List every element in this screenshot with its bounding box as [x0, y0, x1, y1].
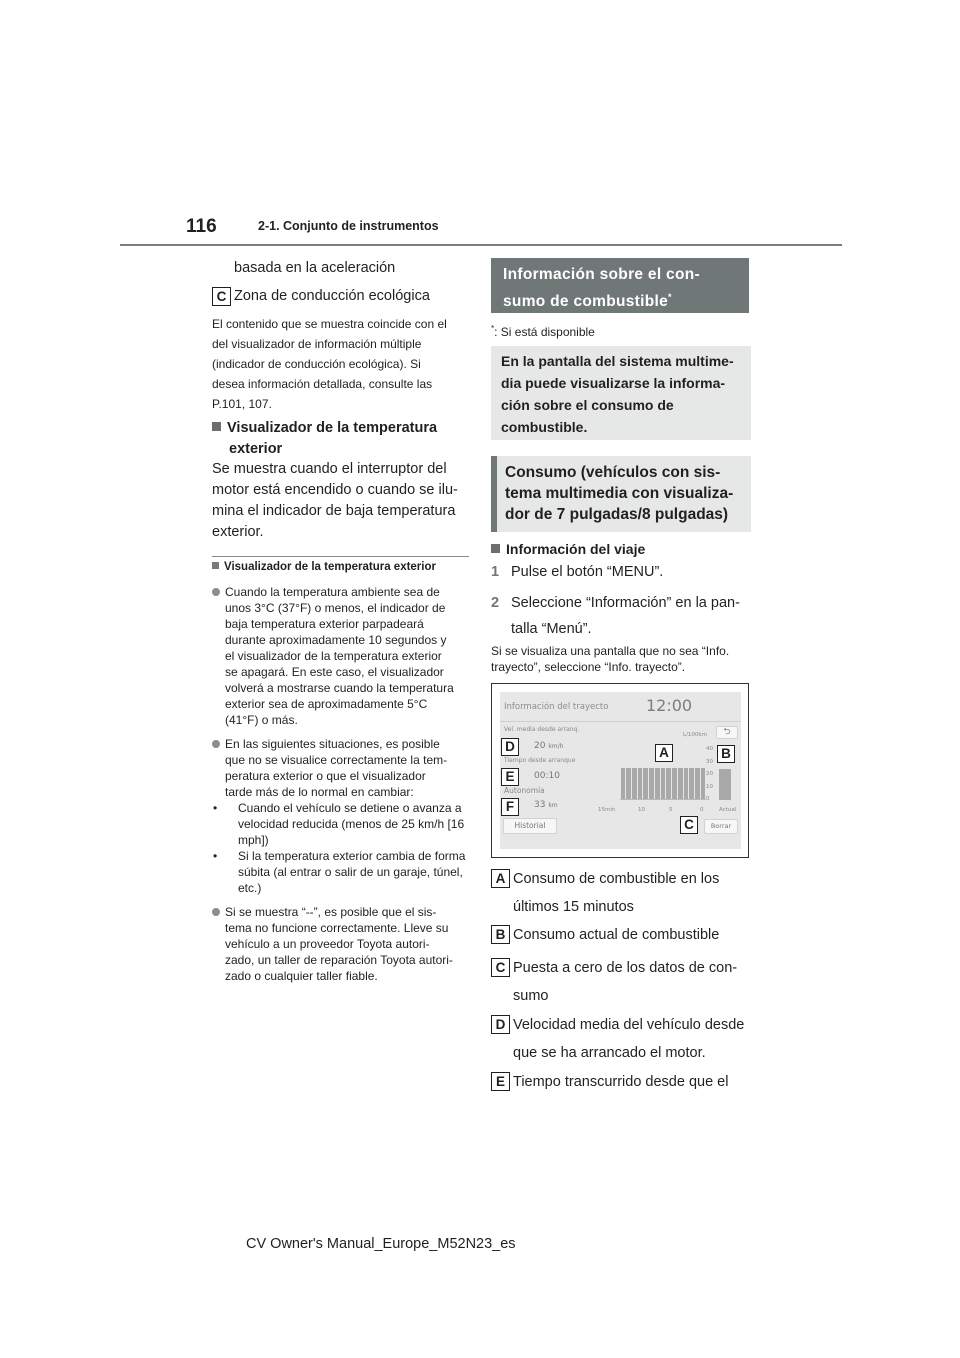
paragraph-line: desea información detallada, consulte las — [212, 377, 433, 391]
history-bar — [695, 768, 700, 799]
page-number: 116 — [186, 216, 217, 237]
note-bullet-3 — [212, 904, 470, 984]
legend-line: últimos 15 minutos — [513, 899, 634, 915]
legend-line: Velocidad media del vehículo desde — [513, 1017, 745, 1033]
legend-text-c: Zona de conducción ecológica — [234, 288, 430, 304]
bullet-line: (41°F) o más. — [225, 713, 298, 727]
callout-c: C — [680, 816, 698, 834]
note-square-icon — [212, 562, 219, 569]
clear-button[interactable]: Borrar — [704, 819, 738, 834]
y-tick-label: 0 — [706, 796, 710, 802]
legend-line: Consumo actual de combustible — [513, 927, 720, 943]
trip-info-screen — [500, 692, 741, 849]
bullet-line: unos 3°C (37°F) o menos, el indicador de — [225, 601, 446, 615]
history-bar — [672, 768, 677, 799]
legend-line: Tiempo transcurrido desde que el — [513, 1074, 729, 1090]
x-tick-label: 5 — [669, 807, 673, 813]
letter-box-a: A — [491, 869, 510, 888]
temp-display-paragraph — [212, 459, 472, 543]
history-bar — [684, 768, 689, 799]
section-title: 2-1. Conjunto de instrumentos — [258, 219, 439, 233]
current-label: Actual — [719, 807, 737, 813]
screen-divider — [500, 721, 741, 722]
dash-item-1 — [212, 800, 470, 848]
dash-line: súbita (al entrar o salir de un garaje, túnel, — [238, 865, 463, 879]
bullet-line: Si se muestra “--”, es posible que el sis- — [225, 905, 437, 919]
y-tick-label: 40 — [706, 746, 713, 752]
dash-mark: • — [213, 849, 218, 863]
x-tick-label: 0 — [700, 807, 704, 813]
bullet-line: baja temperatura exterior parpadeará — [225, 617, 424, 631]
paragraph-line: motor está encendido o cuando se ilu- — [212, 482, 458, 498]
step-text: talla “Menú”. — [511, 621, 592, 637]
avg-speed-label: Vel. media desde arranq. — [504, 726, 580, 733]
legend-line: Puesta a cero de los datos de con- — [513, 960, 738, 976]
bullet-line: zado o cualquier taller fiable. — [225, 969, 378, 983]
step-note-line: Si se visualiza una pantalla que no sea “Info. — [491, 644, 730, 658]
footnote — [491, 324, 595, 339]
step-number: 1 — [491, 564, 500, 580]
heading-line: exterior — [229, 441, 283, 457]
bullet-line: que no se visualice correctamente la tem- — [225, 753, 448, 767]
avg-speed-value: 20 km/h — [534, 741, 564, 751]
subsection-header — [491, 456, 751, 532]
bullet-circle-icon — [212, 908, 220, 916]
x-tick-label: 10 — [638, 807, 645, 813]
time-label: Tiempo desde arranque — [504, 757, 576, 764]
dash-item-2 — [212, 848, 470, 896]
legend-item-e — [491, 1072, 753, 1102]
legend-list — [491, 869, 753, 1102]
note-bullet-1 — [212, 584, 470, 728]
info-paragraph — [212, 314, 472, 414]
bullet-line: Cuando la temperatura ambiente sea de — [225, 585, 440, 599]
unit-label: L/100km — [683, 732, 707, 738]
legend-item-c — [212, 287, 472, 307]
step-number: 2 — [491, 595, 500, 611]
section-header-line: Información sobre el con- — [503, 266, 700, 283]
paragraph-line: El contenido que se muestra coincide con el — [212, 317, 447, 331]
bullet-line: tarde más de lo normal en cambiar: — [225, 785, 414, 799]
heading-square-icon — [491, 544, 500, 553]
footnote-mark: * — [491, 324, 495, 333]
y-tick-label: 30 — [706, 758, 713, 765]
screen-clock: 12:00 — [646, 696, 693, 715]
history-bar — [632, 768, 637, 799]
intro-line: dia puede visualizarse la informa- — [501, 375, 726, 391]
callout-f: F — [501, 798, 519, 816]
history-bar — [701, 768, 706, 799]
callout-a: A — [655, 744, 673, 762]
step-note-line: trayecto”, seleccione “Info. trayecto”. — [491, 660, 686, 674]
paragraph-line: mina el indicador de baja temperatura — [212, 503, 456, 519]
bullet-line: zado, un taller de reparación Toyota autori- — [225, 953, 453, 967]
temp-display-heading — [212, 418, 472, 460]
history-bar — [678, 768, 683, 799]
callout-e: E — [501, 768, 519, 786]
bullet-line: durante aproximadamente 10 segundos y — [225, 633, 447, 647]
trip-info-screen-figure — [491, 683, 749, 858]
time-value: 00:10 — [534, 771, 560, 781]
intro-line: En la pantalla del sistema multime- — [501, 353, 734, 369]
history-bar — [666, 768, 671, 799]
y-tick-label: 20 — [706, 771, 713, 777]
bullet-circle-icon — [212, 740, 220, 748]
note-bullet-2 — [212, 736, 470, 896]
history-bar — [643, 768, 648, 799]
history-button[interactable]: Historial — [503, 818, 557, 834]
trip-info-heading — [491, 541, 645, 557]
step-note — [491, 643, 753, 675]
bullet-line: se apagará. En este caso, el visualizador — [225, 665, 444, 679]
history-bar — [626, 768, 631, 799]
return-arrow-icon[interactable]: ⮌ — [716, 726, 738, 739]
paragraph-line: Se muestra cuando el interruptor del — [212, 461, 447, 477]
history-bar — [638, 768, 643, 799]
legend-item-d — [491, 1015, 753, 1072]
dash-line: velocidad reducida (menos de 25 km/h [16 — [238, 817, 465, 831]
note-divider — [212, 556, 469, 557]
heading-line: Visualizador de la temperatura — [227, 420, 438, 436]
dash-line: Cuando el vehículo se detiene o avanza a — [238, 801, 462, 815]
dash-mark: • — [213, 801, 218, 815]
bullet-line: volverá a mostrarse cuando la temperatura — [225, 681, 454, 695]
bullet-line: exterior sea de aproximadamente 5°C — [225, 697, 428, 711]
bullet-line: En las siguientes situaciones, es posible — [225, 737, 440, 751]
letter-box-d: D — [491, 1015, 510, 1034]
heading-square-icon — [212, 422, 221, 431]
intro-line: combustible. — [501, 419, 588, 435]
history-bar — [661, 768, 666, 799]
asterisk-mark: * — [668, 292, 672, 302]
footnote-text: : Si está disponible — [494, 325, 595, 339]
letter-box-b: B — [491, 925, 510, 944]
section-header-line: sumo de combustible — [503, 293, 669, 311]
step-text: Seleccione “Información” en la pan- — [511, 595, 740, 611]
letter-box-c: C — [491, 958, 510, 977]
history-bar — [621, 768, 626, 799]
history-bar — [655, 768, 660, 799]
step-2 — [491, 590, 751, 642]
y-tick-label: 10 — [706, 783, 713, 790]
footer-text: CV Owner's Manual_Europe_M52N23_es — [246, 1236, 516, 1252]
x-tick-label: 15min — [598, 807, 616, 813]
callout-d: D — [501, 738, 519, 756]
header-rule — [120, 244, 842, 246]
intro-box — [491, 346, 751, 440]
paragraph-line: P.101, 107. — [212, 397, 272, 411]
paragraph-line: (indicador de conducción ecológica). Si — [212, 357, 421, 371]
screen-title: Información del trayecto — [504, 702, 609, 712]
subsection-line: Consumo (vehículos con sis- — [505, 464, 721, 481]
paragraph-line: exterior. — [212, 524, 264, 540]
legend-line: Consumo de combustible en los — [513, 871, 720, 887]
letter-box-e: E — [491, 1072, 510, 1091]
dash-line: etc.) — [238, 881, 262, 895]
note-heading-text: Visualizador de la temperatura exterior — [224, 561, 436, 573]
range-label: Autonomía — [504, 786, 545, 795]
step-text: Pulse el botón “MENU”. — [511, 564, 664, 580]
bullet-line: tema no funcione correctamente. Lleve su — [225, 921, 449, 935]
dash-line: Si la temperatura exterior cambia de forma — [238, 849, 466, 863]
current-consumption-bar — [719, 769, 731, 800]
note-heading — [212, 561, 472, 573]
subsection-line: tema multimedia con visualiza- — [505, 485, 734, 502]
section-header — [491, 258, 749, 313]
paragraph-line: del visualizador de información múltiple — [212, 337, 422, 351]
subsection-line: dor de 7 pulgadas/8 pulgadas) — [505, 506, 729, 523]
bullet-circle-icon — [212, 588, 220, 596]
history-bar — [689, 768, 694, 799]
range-value: 33 km — [534, 800, 558, 810]
dash-line: mph]) — [238, 833, 269, 847]
bullet-line: peratura exterior o que el visualizador — [225, 769, 426, 783]
intro-line: ción sobre el consumo de — [501, 397, 674, 413]
legend-item-c2 — [491, 958, 753, 1015]
legend-item-a — [491, 869, 753, 925]
bullet-line: el visualizador de la temperatura exterior — [225, 649, 442, 663]
bullet-line: vehículo a un proveedor Toyota autori- — [225, 937, 430, 951]
trip-heading-text: Información del viaje — [506, 541, 646, 557]
continuation-text: basada en la aceleración — [234, 260, 396, 276]
letter-box-c: C — [212, 287, 231, 306]
step-1 — [491, 562, 751, 583]
callout-b: B — [717, 745, 735, 763]
legend-line: sumo — [513, 988, 549, 1004]
history-bar — [649, 768, 654, 799]
legend-line: que se ha arrancado el motor. — [513, 1045, 706, 1061]
